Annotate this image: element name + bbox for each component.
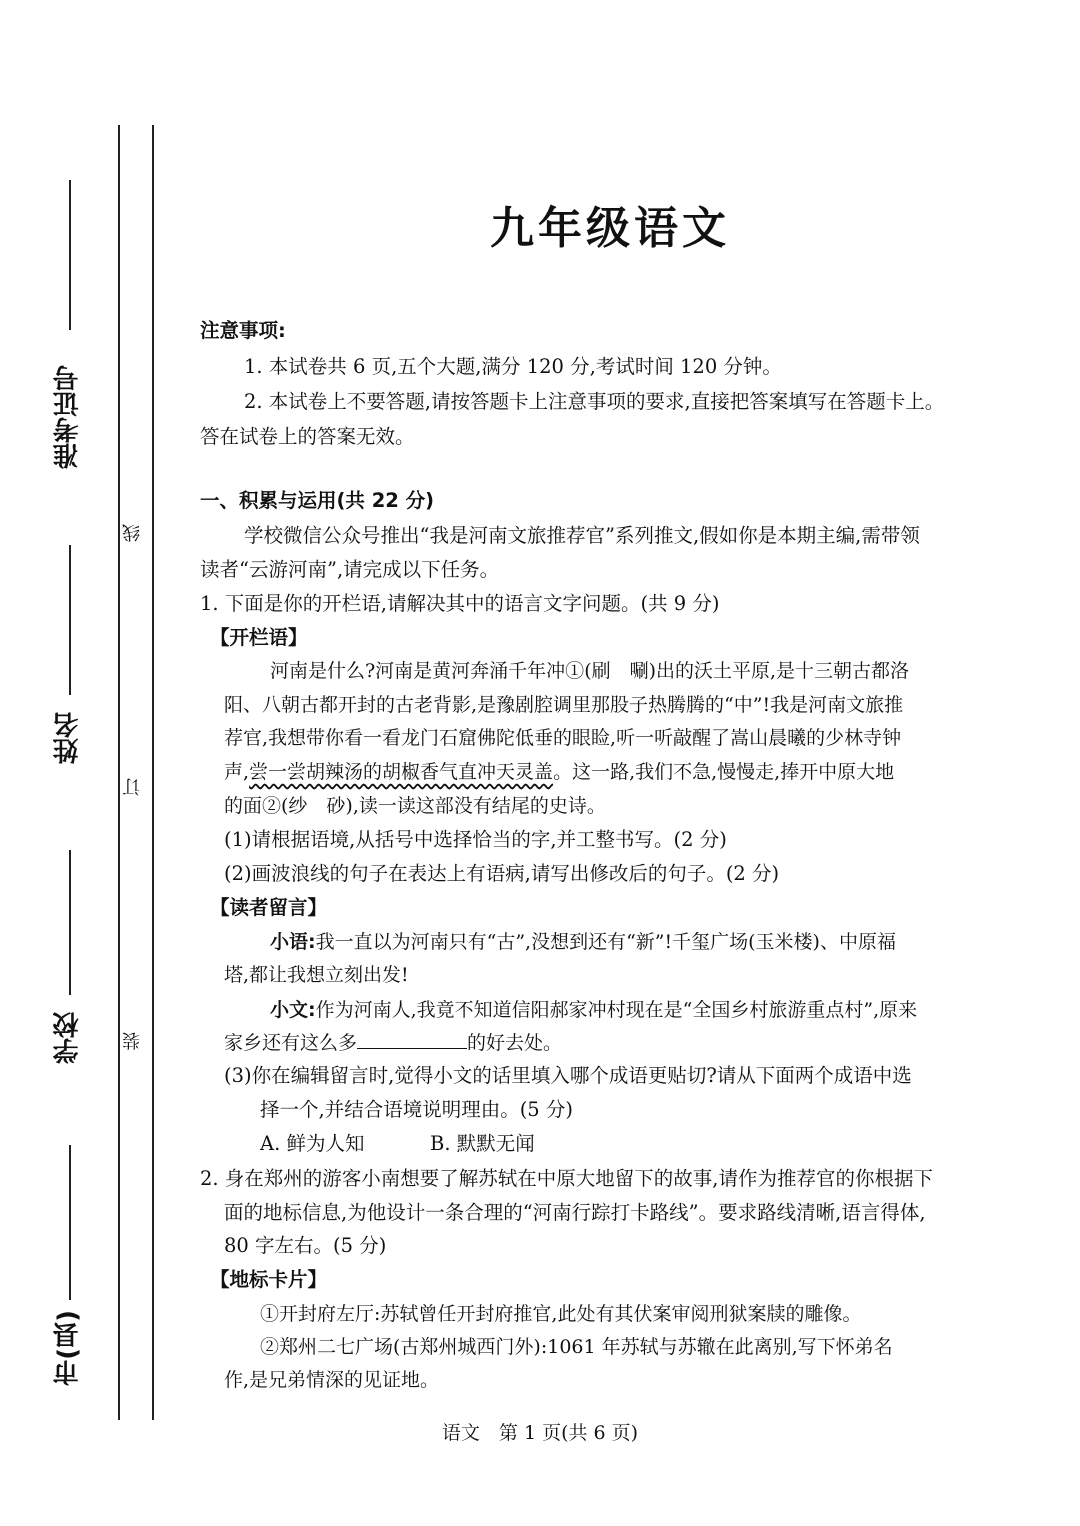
wavy-sentence: 尝一尝胡辣汤的胡椒香气直冲天灵盖 xyxy=(249,761,554,783)
binding-mark-line: 线 xyxy=(122,524,143,542)
exam-id-label: 准考证号 xyxy=(53,365,83,469)
commenter-name: 小文: xyxy=(270,999,316,1021)
question-1-1: (1)请根据语境,从括号中选择恰当的字,并工整书写。(2 分) xyxy=(224,828,727,851)
question-1-2: (2)画波浪线的句子在表达上有语病,请写出修改后的句子。(2 分) xyxy=(224,862,780,885)
fill-blank[interactable] xyxy=(357,1028,467,1049)
passage-line: 河南是什么?河南是黄河奔涌千年冲①(刷 唰)出的沃土平原,是十三朝古都洛 xyxy=(270,660,910,682)
comment-text: 的好去处。 xyxy=(467,1032,563,1054)
name-blank[interactable] xyxy=(69,545,71,695)
passage-text: 。这一路,我们不急,慢慢走,捧开中原大地 xyxy=(553,761,895,783)
question-2: 2. 身在郑州的游客小南想要了解苏轼在中原大地留下的故事,请作为推荐官的你根据下 xyxy=(200,1167,934,1190)
binding-mark-order: 订 xyxy=(122,778,143,796)
comment-xiaoyu xyxy=(270,925,1080,959)
notes-item-2: 2. 本试卷上不要答题,请按答题卡上注意事项的要求,直接把答案填写在答题卡上。 xyxy=(244,390,945,413)
option-a: A. 鲜为人知 xyxy=(260,1132,365,1155)
reader-title: 【读者留言】 xyxy=(210,896,328,919)
notes-heading: 注意事项: xyxy=(200,319,286,342)
notes-item-1: 1. 本试卷共 6 页,五个大题,满分 120 分,考试时间 120 分钟。 xyxy=(244,355,782,378)
city-label: 市(县) xyxy=(53,1310,83,1386)
page-footer: 语文 第 1 页(共 6 页) xyxy=(441,1422,639,1444)
school-label: 学校 xyxy=(53,1012,83,1064)
notes-item-2-cont: 答在试卷上的答案无效。 xyxy=(200,425,415,448)
comment-text: 我一直以为河南只有“古”,没想到还有“新”!千玺广场(玉米楼)、中原福 xyxy=(315,931,896,953)
name-label: 姓名 xyxy=(53,712,83,764)
question-1-3: (3)你在编辑留言时,觉得小文的话里填入哪个成语更贴切?请从下面两个成语中选 xyxy=(224,1064,912,1087)
school-blank[interactable] xyxy=(69,850,71,995)
binding-border-inner xyxy=(152,125,154,1420)
question-1: 1. 下面是你的开栏语,请解决其中的语言文字问题。(共 9 分) xyxy=(200,592,720,615)
binding-mark-pack: 装 xyxy=(122,1032,143,1050)
passage-line: 阳、八朝古都开封的古老背影,是豫剧腔调里那股子热腾腾的“中”!我是河南文旅推 xyxy=(224,694,904,716)
section-intro: 学校微信公众号推出“我是河南文旅推荐官”系列推文,假如你是本期主编,需带领 xyxy=(244,524,920,547)
section-intro-cont: 读者“云游河南”,请完成以下任务。 xyxy=(200,558,500,581)
passage-line: 的面②(纱 砂),读一读这部没有结尾的史诗。 xyxy=(224,795,606,817)
comment-text: 作为河南人,我竟不知道信阳郝家冲村现在是“全国乡村旅游重点村”,原来 xyxy=(315,999,918,1021)
question-2-cont: 80 字左右。(5 分) xyxy=(224,1234,387,1257)
section-heading: 一、积累与运用(共 22 分) xyxy=(200,489,435,512)
page-title: 九年级语文 xyxy=(490,203,730,254)
question-1-3-cont: 择一个,并结合语境说明理由。(5 分) xyxy=(260,1098,574,1121)
card-title: 【地标卡片】 xyxy=(210,1268,328,1291)
passage-text: 声, xyxy=(224,761,250,783)
comment-xiaowen xyxy=(270,993,1080,1027)
passage-line xyxy=(224,755,1044,789)
city-blank[interactable] xyxy=(69,1145,71,1300)
card-item-2-cont: 作,是兄弟情深的见证地。 xyxy=(224,1369,440,1391)
kailanyu-title: 【开栏语】 xyxy=(210,626,308,649)
comment-xiaoyu-cont: 塔,都让我想立刻出发! xyxy=(224,964,409,986)
comment-text: 家乡还有这么多 xyxy=(224,1032,358,1054)
binding-border-outer xyxy=(118,125,120,1420)
commenter-name: 小语: xyxy=(270,931,316,953)
question-2-cont: 面的地标信息,为他设计一条合理的“河南行踪打卡路线”。要求路线清晰,语言得体, xyxy=(224,1201,926,1224)
passage-line: 荐官,我想带你看一看龙门石窟佛陀低垂的眼睑,听一听敲醒了嵩山晨曦的少林寺钟 xyxy=(224,727,902,749)
card-item-1: ①开封府左厅:苏轼曾任开封府推官,此处有其伏案审阅刑狱案牍的雕像。 xyxy=(260,1303,862,1325)
card-item-2: ②郑州二七广场(古郑州城西门外):1061 年苏轼与苏辙在此离别,写下怀弟名 xyxy=(260,1336,893,1358)
option-b: B. 默默无闻 xyxy=(430,1132,535,1155)
comment-xiaowen-cont xyxy=(224,1026,1044,1060)
